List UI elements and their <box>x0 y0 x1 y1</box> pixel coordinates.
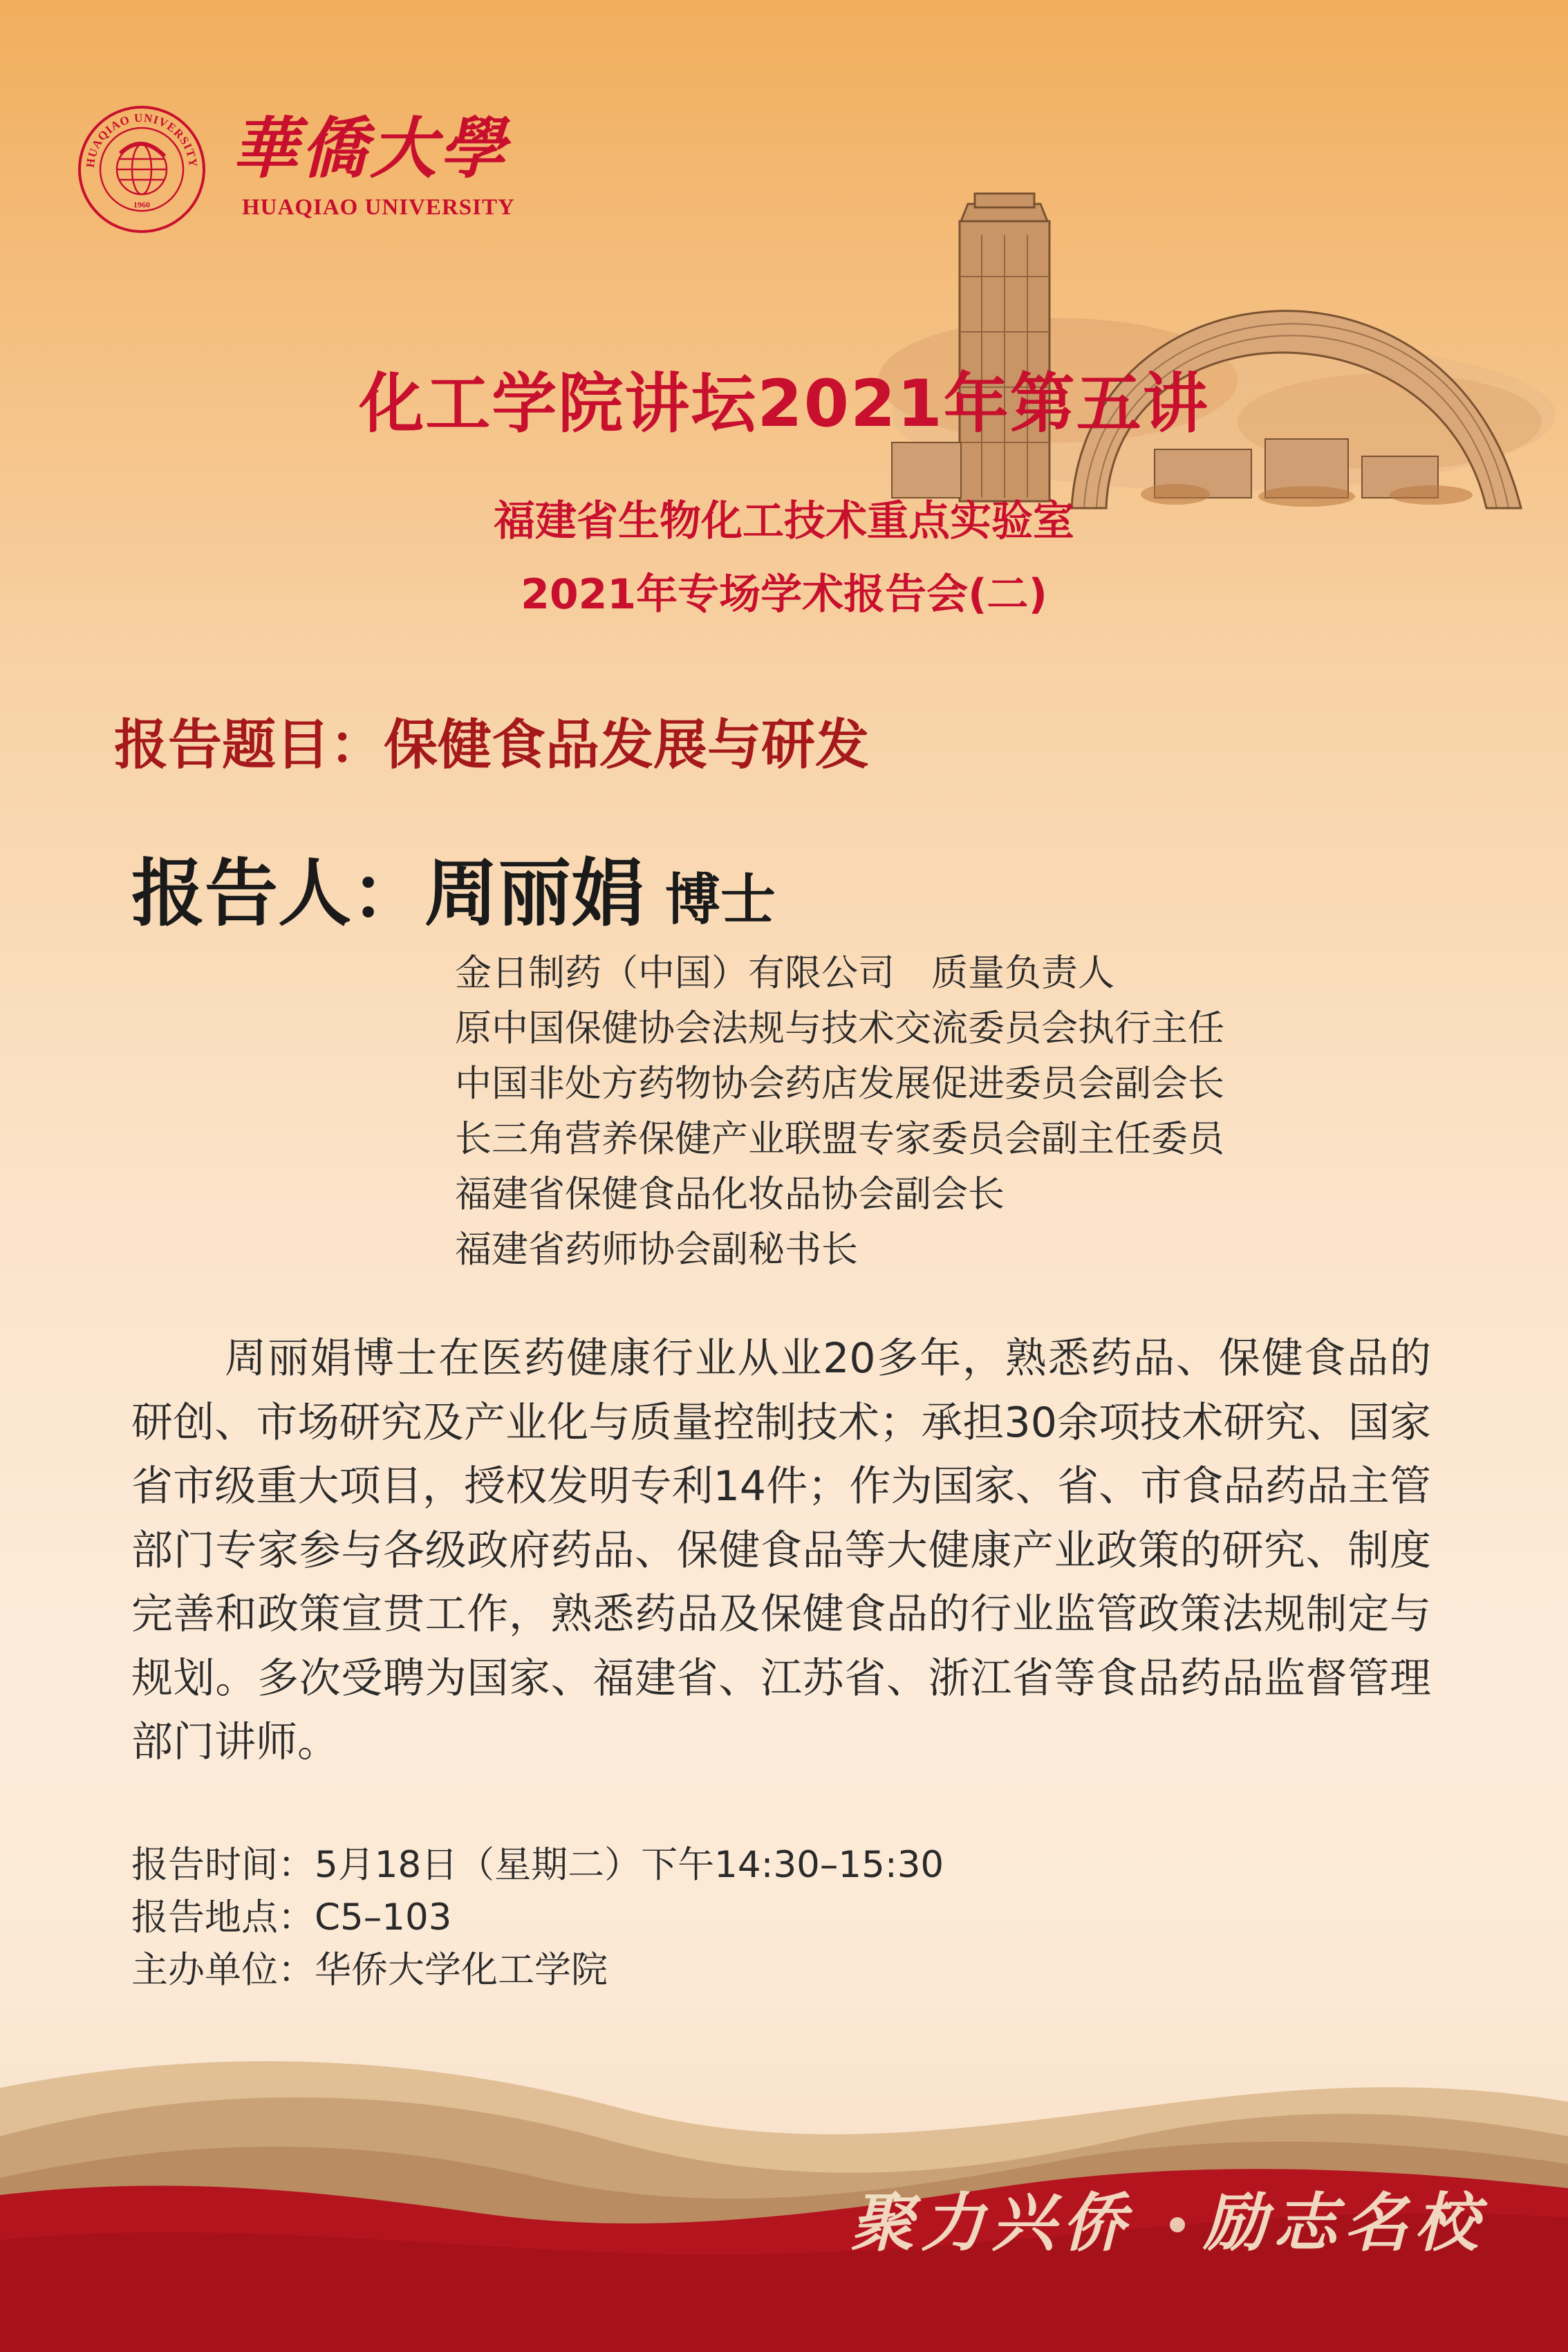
affiliation-item: 中国非处方药物协会药店发展促进委员会副会长 <box>455 1063 1224 1105</box>
svg-text:1960: 1960 <box>133 200 150 209</box>
main-title: 化工学院讲坛2021年第五讲 <box>359 366 1209 442</box>
speaker-title: 博士 <box>665 867 776 932</box>
event-location-row <box>131 1892 944 1944</box>
university-logo <box>76 98 519 236</box>
slogan <box>850 2174 1514 2271</box>
event-host-row <box>131 1944 944 1997</box>
event-time-label: 报告时间： <box>131 1844 315 1886</box>
event-host-label: 主办单位： <box>131 1949 315 1991</box>
affiliation-item: 福建省保健食品化妆品协会副会长 <box>455 1173 1005 1215</box>
slogan-right: 励志名校 <box>1203 2185 1486 2260</box>
affiliation-item: 长三角营养保健产业联盟专家委员会副主任委员 <box>455 1118 1224 1160</box>
svg-text:HUAQIAO UNIVERSITY: HUAQIAO UNIVERSITY <box>83 111 200 169</box>
speaker-name: 周丽娟 <box>424 850 644 936</box>
event-host-value: 华侨大学化工学院 <box>315 1949 608 1991</box>
subtitle-session: 2021年专场学术报告会(二) <box>521 570 1047 619</box>
university-emblem-icon <box>76 104 207 235</box>
slogan-separator-dot <box>1170 2217 1185 2232</box>
event-info <box>131 1839 944 1997</box>
affiliation-item: 福建省药师协会副秘书长 <box>455 1229 858 1271</box>
speaker-affiliations <box>455 946 1224 1278</box>
affiliation-item: 原中国保健协会法规与技术交流委员会执行主任 <box>455 1007 1224 1049</box>
subtitle-lab: 福建省生物化工技术重点实验室 <box>494 497 1074 545</box>
speaker-bio: 周丽娟博士在医药健康行业从业20多年，熟悉药品、保健食品的研创、市场研究及产业化与质量控制技术；承担30余项技术研究、国家省市级重大项目，授权发明专利14件；作为国家、省、市食品药品主管部门专家参与各级政府药品、保健食品等大健康产业政策的研究、制度完善和政策宣贯工作，熟悉药品及保健食品的行业监管政策法规制定与规划。多次受聘为国家、福建省、江苏省、浙江省等食品药品监督管理部门讲师。 <box>131 1334 1431 1766</box>
event-time-row <box>131 1839 944 1892</box>
university-name-en: HUAQIAO UNIVERSITY <box>242 195 515 220</box>
slogan-left: 聚力兴侨 <box>850 2185 1133 2260</box>
report-topic-label: 报告题目： <box>114 714 384 776</box>
affiliation-item: 金日制药（中国）有限公司 质量负责人 <box>455 952 1114 994</box>
event-location-value: C5–103 <box>315 1896 452 1939</box>
report-topic <box>114 707 869 783</box>
event-time-value: 5月18日（星期二）下午14:30–15:30 <box>315 1844 944 1886</box>
speaker-label: 报告人： <box>131 850 424 936</box>
university-name-cn: 華僑大學 <box>232 109 508 187</box>
campus-building-illustration <box>864 124 1556 512</box>
report-topic-text: 保健食品发展与研发 <box>384 714 870 776</box>
event-location-label: 报告地点： <box>131 1896 315 1939</box>
